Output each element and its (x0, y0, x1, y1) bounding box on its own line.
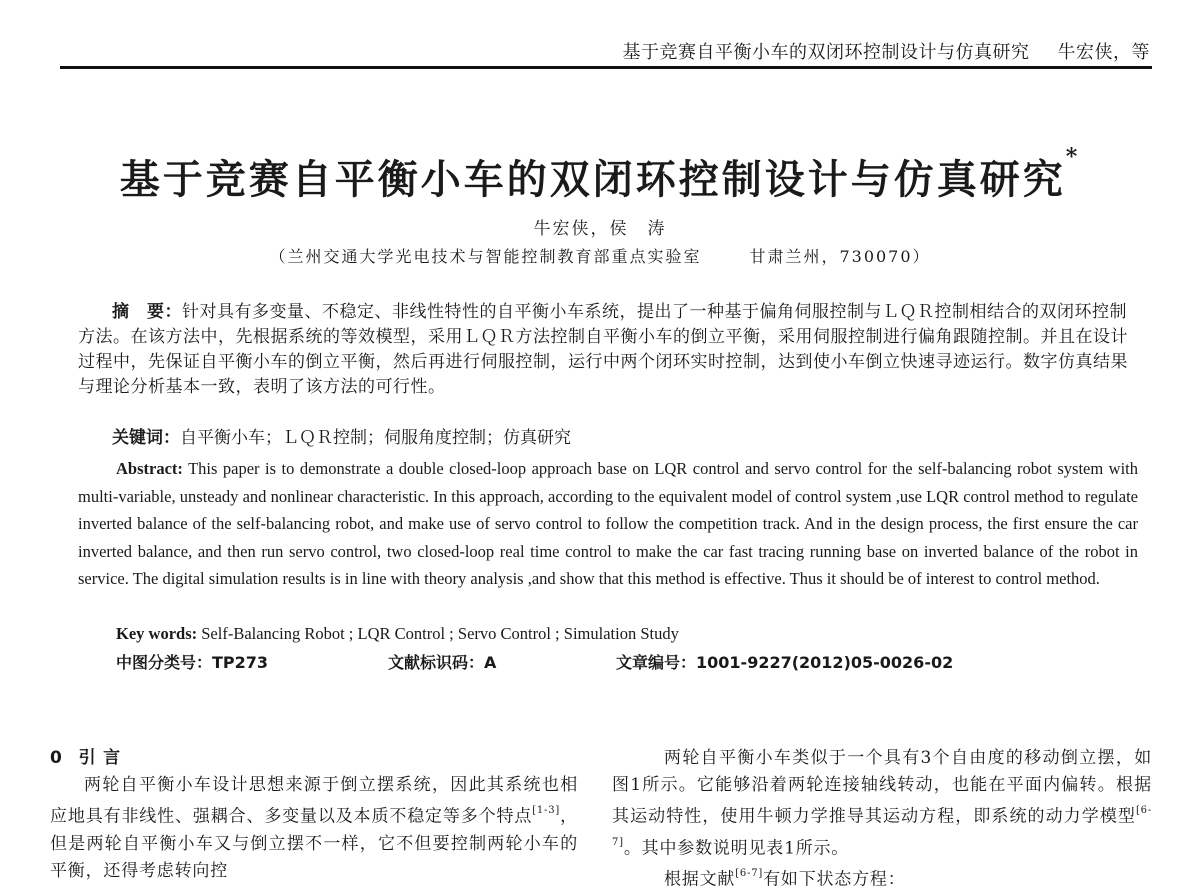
keywords-en-text: Self-Balancing Robot ; LQR Control ; Servo Control ; Simulation Study (201, 624, 679, 643)
section-title: 引 言 (78, 748, 121, 768)
state-intro-b: 有如下状态方程： (763, 869, 906, 890)
intro-para-1b: ，但是两轮自平衡小车又与倒立摆不一样，它不但要控制两轮小车的平衡，还得考虑转向控 (50, 806, 578, 881)
keywords-en-label: Key words: (116, 624, 198, 643)
article-no-field (616, 650, 953, 676)
keywords-cn-text: 自平衡小车；ＬＱＲ控制；伺服角度控制；仿真研究 (180, 428, 571, 448)
doc-code-label: 文献标识码： (388, 653, 485, 672)
body-column-left (50, 745, 578, 885)
affiliation-institution: （兰州交通大学光电技术与智能控制教育部重点实验室 (269, 247, 702, 266)
running-header (0, 38, 1150, 64)
header-rule (60, 66, 1152, 69)
body-column-right (612, 745, 1152, 894)
abstract-en-text: This paper is to demonstrate a double closed-loop approach base on LQR control and servo control for the self-balancing robot system with multi-variable, unsteady and nonlinear characteristic. In this approach, according to the equivalent model of control system ,use LQR control method to regulate inverted balance of the self-balancing robot, and make use of servo control to follow the competition track. And in the design process, the first ensure the car inverted balance, and then run servo control, two closed-loop real time control to make the car fast tracing running base on inverted balance of the robot in service. The digital simulation results is in line with theory analysis ,and show that this method is effective. Thus it should be of interest to control method. (78, 459, 1138, 588)
paper-title-text: 基于竞赛自平衡小车的双闭环控制设计与仿真研究 (119, 156, 1066, 203)
state-intro-a: 根据文献 (664, 869, 736, 890)
title-footnote-mark: * (1065, 144, 1081, 170)
clc-label: 中图分类号： (116, 653, 213, 672)
article-no-value: 1001-9227(2012)05-0026-02 (696, 653, 954, 672)
citation-1: [1-3] (532, 805, 561, 816)
keywords-chinese (112, 426, 1142, 451)
model-para-b: 。其中参数说明见表1所示。 (623, 838, 850, 859)
keywords-english (116, 622, 1116, 646)
clc-field (116, 650, 268, 676)
paper-title (0, 144, 1200, 205)
paper-authors: 牛宏侠，侯 涛 (533, 219, 667, 239)
citation-3: [6-7] (735, 868, 764, 880)
section-heading (50, 745, 578, 772)
abstract-cn-label: 摘 要： (112, 302, 182, 322)
section-number: 0 (50, 748, 63, 768)
abstract-cn-text: 针对具有多变量、不稳定、非线性特性的自平衡小车系统，提出了一种基于偏角伺服控制与ＬＱＲ控制相结合的双闭环控制方法。在该方法中，先根据系统的等效模型，采用ＬＱＲ方法控制自平衡小车的倒立平衡，采用伺服控制进行偏角跟随控制。并且在设计过程中，先保证自平衡小车的倒立平衡，然后再进行伺服控制，运行中两个闭环实时控制，达到使小车倒立快速寻迹运行。数字仿真结果与理论分析基本一致，表明了该方法的可行性。 (78, 302, 1128, 397)
clc-value: TP273 (212, 653, 269, 672)
model-para-a: 两轮自平衡小车类似于一个具有3个自由度的移动倒立摆，如图1所示。它能够沿着两轮连接轴线转动，也能在平面内偏转。根据其运动特性，使用牛顿力学推导其运动方程，即系统的动力学模型 (612, 748, 1152, 827)
article-no-label: 文章编号： (616, 653, 697, 672)
running-header-title: 基于竞赛自平衡小车的双闭环控制设计与仿真研究 (622, 42, 1030, 63)
citation-2: [6-7] (612, 805, 1152, 848)
running-header-author: 牛宏侠，等 (1057, 42, 1150, 63)
model-paragraph (612, 745, 1152, 862)
doc-code-field (388, 650, 496, 676)
abstract-en-label: Abstract: (116, 459, 183, 478)
state-equation-intro (612, 862, 1152, 894)
abstract-chinese (78, 300, 1138, 400)
intro-paragraph-1 (50, 772, 578, 885)
intro-para-1a: 两轮自平衡小车设计思想来源于倒立摆系统，因此其系统也相应地具有非线性、强耦合、多变量以及本质不稳定等多个特点 (50, 775, 578, 827)
affiliation-city: 甘肃兰州，730070） (749, 247, 931, 266)
doc-code-value: A (484, 653, 497, 672)
abstract-english (78, 455, 1138, 593)
keywords-cn-label: 关键词： (112, 428, 180, 448)
paper-affiliation (0, 244, 1200, 267)
